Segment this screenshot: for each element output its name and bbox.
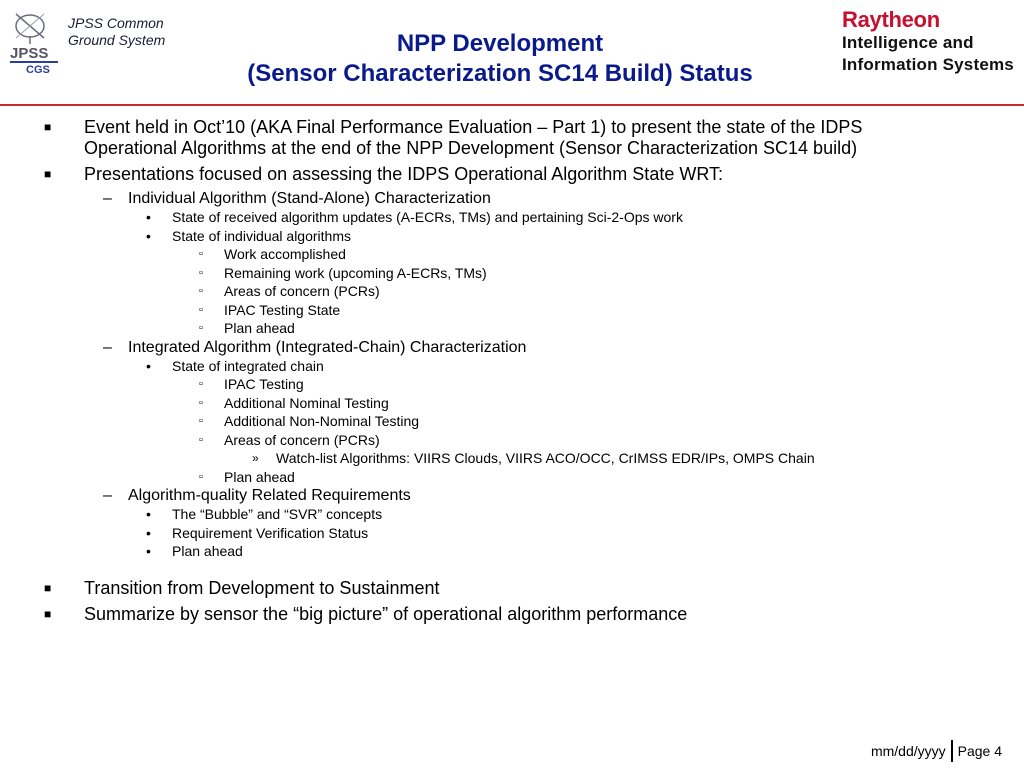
list-item <box>0 412 1024 431</box>
brand-line-3: Information Systems <box>842 55 1014 74</box>
small-square-bullet-icon: ▫ <box>199 396 203 409</box>
small-square-bullet-icon: ▫ <box>199 248 203 260</box>
title-line-1: NPP Development <box>396 30 604 57</box>
bullet-text: Event held in Oct’10 (AKA Final Performance Evaluation – Part 1) to present the state of the IDPS Operational Algorithms at the end of the NPP Development (Sensor Characterization SC14 build) <box>84 117 863 158</box>
list-item <box>0 449 1024 468</box>
sub-bullet <box>0 542 1024 561</box>
small-square-bullet-icon: ▫ <box>199 303 203 316</box>
dot-bullet-icon: • <box>146 209 151 225</box>
bullet-text: Plan ahead <box>224 468 295 485</box>
small-square-bullet-icon: ▫ <box>199 285 203 297</box>
sub-bullet <box>0 227 1024 246</box>
bullet-text: Additional Nominal Testing <box>224 394 389 411</box>
square-bullet-icon: ■ <box>44 606 52 621</box>
dot-bullet-icon: • <box>146 227 151 244</box>
square-bullet-icon: ■ <box>44 120 52 134</box>
bullet-text: Summarize by sensor the “big picture” of operational algorithm performance <box>84 603 688 624</box>
sub-bullet-requirements <box>0 486 1024 505</box>
sub-bullet <box>0 208 1024 227</box>
brand-line-2: Intelligence and <box>842 33 974 52</box>
dot-bullet-icon: • <box>146 506 151 522</box>
dash-bullet-icon: – <box>103 190 112 207</box>
sub-bullet <box>0 505 1024 524</box>
slide-body <box>0 112 1024 629</box>
dot-bullet-icon: • <box>146 524 151 541</box>
dash-bullet-icon: – <box>103 487 112 504</box>
list-item <box>0 245 1024 264</box>
brand-name: Raytheon <box>842 7 940 32</box>
bullet-text: IPAC Testing <box>224 376 304 392</box>
header-divider <box>0 104 1024 106</box>
small-square-bullet-icon: ▫ <box>199 322 203 334</box>
bullet-text: Plan ahead <box>224 320 295 336</box>
dot-bullet-icon: • <box>146 357 151 374</box>
raytheon-logo <box>842 8 1014 76</box>
footer-divider <box>951 740 953 762</box>
sub-bullet <box>0 357 1024 376</box>
list-item <box>0 282 1024 301</box>
bullet-summarize <box>0 604 940 625</box>
logo-cgs-text: CGS <box>26 64 50 76</box>
bullet-text: Presentations focused on assessing the IDPS Operational Algorithm State WRT: <box>84 164 723 184</box>
sub-bullet <box>0 524 1024 543</box>
bullet-text: IPAC Testing State <box>224 301 341 318</box>
square-bullet-icon: ■ <box>44 167 52 181</box>
bullet-text: State of received algorithm updates (A-ECRs, TMs) and pertaining Sci-2-Ops work <box>172 209 683 225</box>
org-line-1: JPSS Common <box>68 15 164 31</box>
bullet-text: State of integrated chain <box>172 357 324 374</box>
bullet-text: Work accomplished <box>224 246 346 262</box>
page-number: Page 4 <box>957 743 1002 759</box>
small-square-bullet-icon: ▫ <box>199 415 203 427</box>
bullet-text: State of individual algorithms <box>172 227 351 244</box>
bullet-text: The “Bubble” and “SVR” concepts <box>172 506 383 522</box>
list-item <box>0 375 1024 394</box>
sub-bullet-individual <box>0 189 1024 208</box>
bullet-text: Areas of concern (PCRs) <box>224 283 380 299</box>
bullet-text: Remaining work (upcoming A-ECRs, TMs) <box>224 264 487 281</box>
bullet-text: Transition from Development to Sustainment <box>84 577 440 598</box>
bullet-text: Integrated Algorithm (Integrated-Chain) Characterization <box>128 338 527 356</box>
title-line-2: (Sensor Characterization SC14 Build) Status <box>247 60 753 87</box>
bullet-text: Areas of concern (PCRs) <box>224 431 380 448</box>
double-chevron-bullet-icon: » <box>252 451 259 465</box>
small-square-bullet-icon: ▫ <box>199 433 203 446</box>
bullet-text: Plan ahead <box>172 543 243 559</box>
list-item <box>0 319 1024 338</box>
bullet-text: Requirement Verification Status <box>172 524 369 541</box>
list-item <box>0 468 1024 487</box>
bullet-text: Algorithm-quality Related Requirements <box>128 487 411 504</box>
list-item <box>0 431 1024 450</box>
org-name <box>68 15 165 49</box>
bullet-text: Additional Non-Nominal Testing <box>224 413 420 429</box>
dot-bullet-icon: • <box>146 543 151 559</box>
page-title <box>180 30 820 90</box>
bullet-text: Individual Algorithm (Stand-Alone) Characterization <box>128 190 491 207</box>
square-bullet-icon: ■ <box>44 580 52 595</box>
list-item <box>0 394 1024 413</box>
list-item <box>0 301 1024 320</box>
org-line-2: Ground System <box>68 32 166 48</box>
small-square-bullet-icon: ▫ <box>199 378 203 390</box>
jpss-cgs-logo <box>8 6 66 76</box>
sub-bullet-integrated <box>0 338 1024 357</box>
logo-jpss-text: JPSS <box>10 45 49 62</box>
slide-footer <box>871 740 1002 762</box>
footer-date: mm/dd/yyyy <box>870 743 946 759</box>
bullet-presentations <box>0 164 940 185</box>
small-square-bullet-icon: ▫ <box>199 470 203 483</box>
small-square-bullet-icon: ▫ <box>199 266 203 279</box>
dash-bullet-icon: – <box>103 338 112 356</box>
bullet-text: Watch-list Algorithms: VIIRS Clouds, VIIRS ACO/OCC, CrIMSS EDR/IPs, OMPS Chain <box>276 450 815 466</box>
bullet-transition <box>0 578 940 599</box>
list-item <box>0 264 1024 283</box>
bullet-event <box>0 117 940 159</box>
